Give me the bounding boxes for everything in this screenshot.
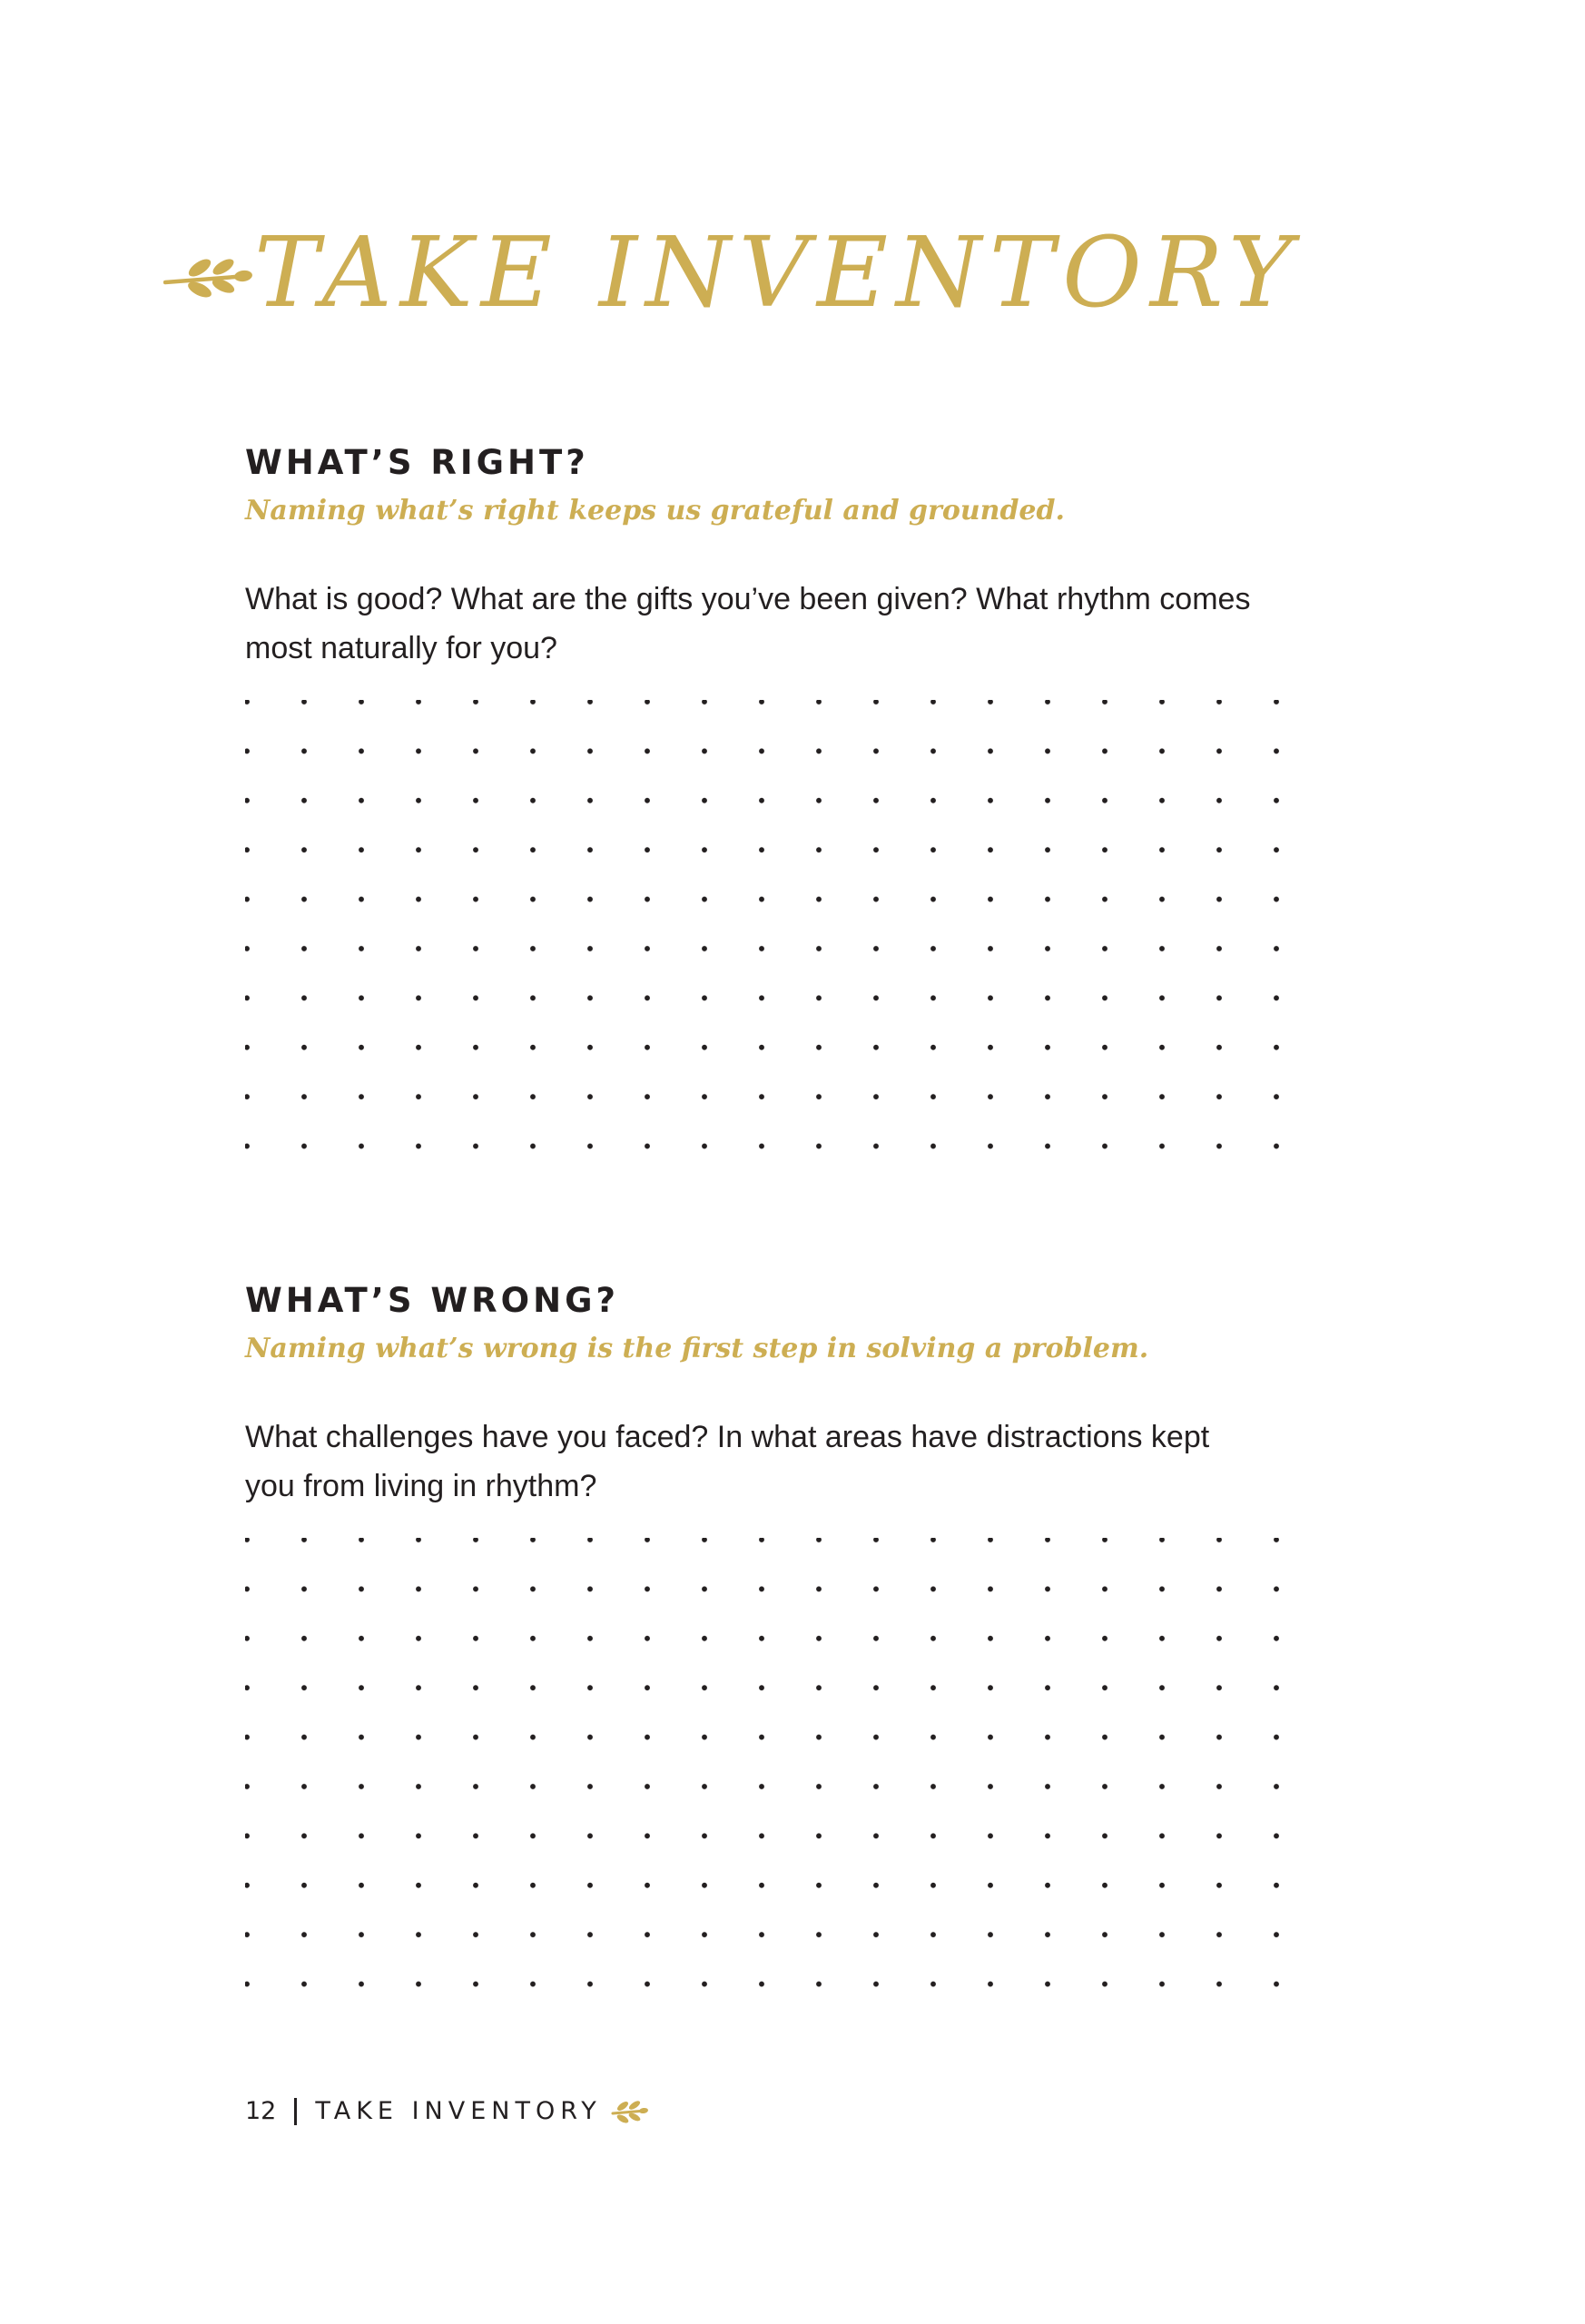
section-subtitle: Naming what’s wrong is the first step in solving a problem. [245, 1332, 1149, 1364]
leaf-sprig-icon [611, 2098, 649, 2125]
section-whats-wrong [245, 1283, 1316, 1511]
page-title [163, 217, 1301, 330]
section-whats-right [245, 445, 1316, 673]
section-prompt: What challenges have you faced? In what areas have distractions kept you from living in rhythm? [245, 1419, 1210, 1503]
section-subtitle: Naming what’s right keeps us grateful and grounded. [245, 494, 1065, 527]
writing-dot-grid[interactable] [245, 700, 1298, 1172]
leaf-sprig-icon [163, 254, 252, 301]
section-heading: WHAT’S RIGHT? [245, 443, 589, 482]
writing-dot-grid[interactable] [245, 1538, 1298, 2010]
page-title-text: TAKE INVENTORY [254, 217, 1301, 330]
page-number: 12 [245, 2097, 277, 2125]
footer-running-title: TAKE INVENTORY [315, 2097, 602, 2125]
footer-divider [294, 2098, 297, 2125]
section-heading: WHAT’S WRONG? [245, 1281, 619, 1320]
page-footer [245, 2097, 649, 2125]
section-prompt: What is good? What are the gifts you’ve been given? What rhythm comes most naturally for you? [245, 581, 1251, 665]
